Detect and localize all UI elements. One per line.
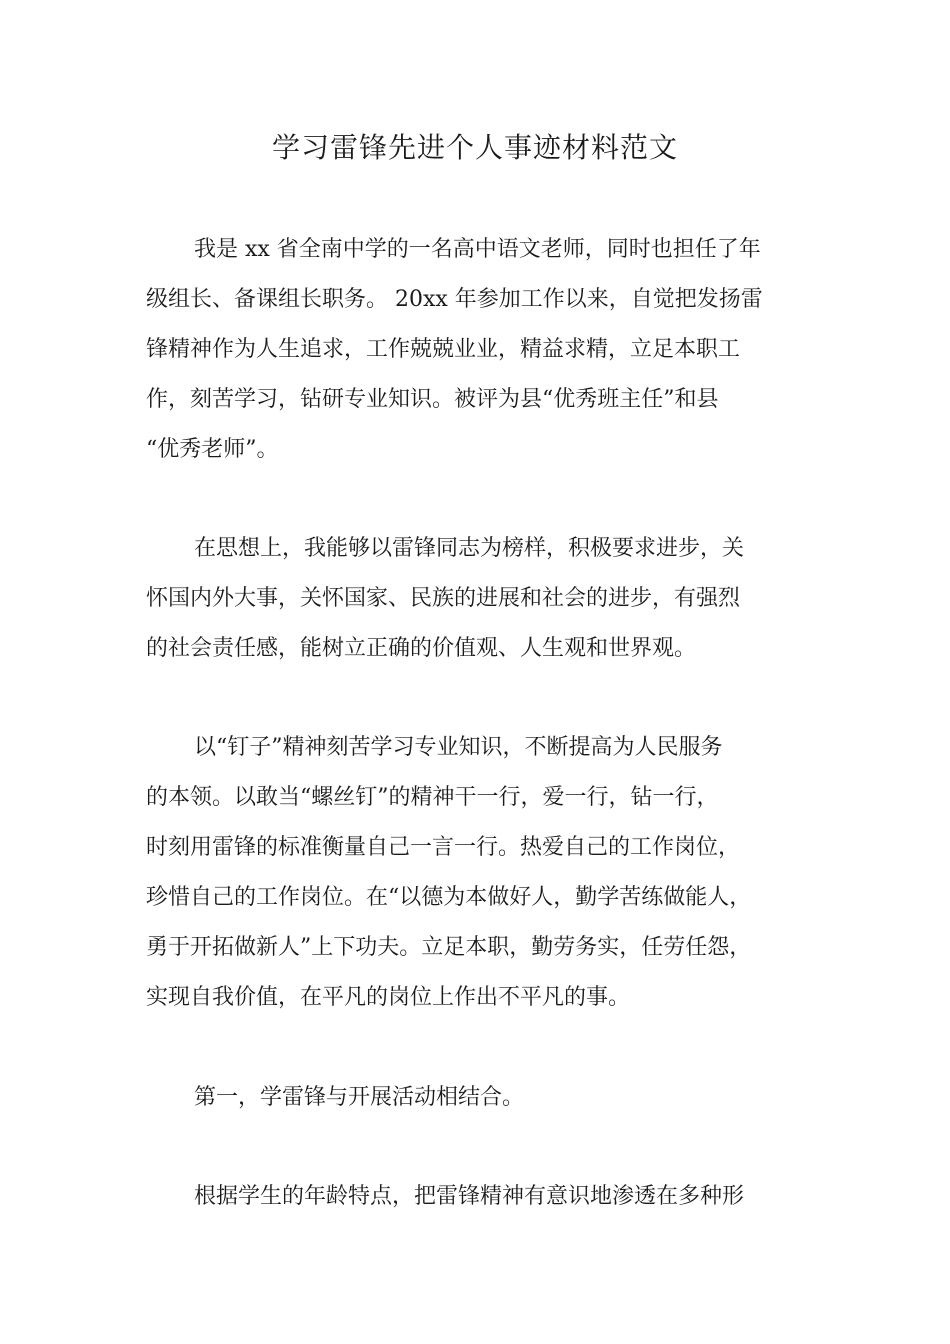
document-title: 学习雷锋先进个人事迹材料范文	[271, 131, 678, 164]
paragraph-age-features	[146, 1172, 826, 1222]
paragraph-line: 级组长、备课组长职务。 20xx 年参加工作以来，自觉把发扬雷	[146, 287, 763, 312]
paragraph-line: 珍惜自己的工作岗位。在“以德为本做好人，勤学苦练做能人，	[146, 885, 752, 910]
paragraph-line: 根据学生的年龄特点，把雷锋精神有意识地渗透在多种形	[194, 1184, 745, 1209]
paragraph-line: 我是 xx 省全南中学的一名高中语文老师，同时也担任了年	[194, 237, 761, 262]
paragraph-ideology	[146, 524, 826, 674]
paragraph-nail-spirit	[146, 723, 826, 1023]
paragraph-line: 在思想上，我能够以雷锋同志为榜样，积极要求进步，关	[194, 536, 745, 561]
paragraph-intro	[146, 225, 826, 475]
paragraph-line: 的社会责任感，能树立正确的价值观、人生观和世界观。	[146, 636, 697, 661]
paragraph-line: 锋精神作为人生追求，工作兢兢业业，精益求精，立足本职工	[146, 337, 741, 362]
paragraph-line: 时刻用雷锋的标准衡量自己一言一行。热爱自己的工作岗位，	[146, 835, 741, 860]
paragraph-line: 的本领。以敢当“螺丝钉”的精神干一行，爱一行，钻一行，	[146, 785, 719, 810]
paragraph-line: 怀国内外大事，关怀国家、民族的进展和社会的进步，有强烈	[146, 586, 741, 611]
paragraph-line: 实现自我价值，在平凡的岗位上作出不平凡的事。	[146, 985, 631, 1010]
paragraph-line: 勇于开拓做新人”上下功夫。立足本职，勤劳务实，任劳任怨，	[146, 935, 752, 960]
paragraph-line: 第一，学雷锋与开展活动相结合。	[194, 1085, 525, 1110]
paragraph-line: 作，刻苦学习，钻研专业知识。被评为县“优秀班主任”和县	[146, 387, 719, 412]
paragraph-section-one	[146, 1073, 826, 1123]
paragraph-line: 以“钉子”精神刻苦学习专业知识，不断提高为人民服务	[194, 735, 723, 760]
paragraph-line: “优秀老师”。	[146, 437, 279, 462]
